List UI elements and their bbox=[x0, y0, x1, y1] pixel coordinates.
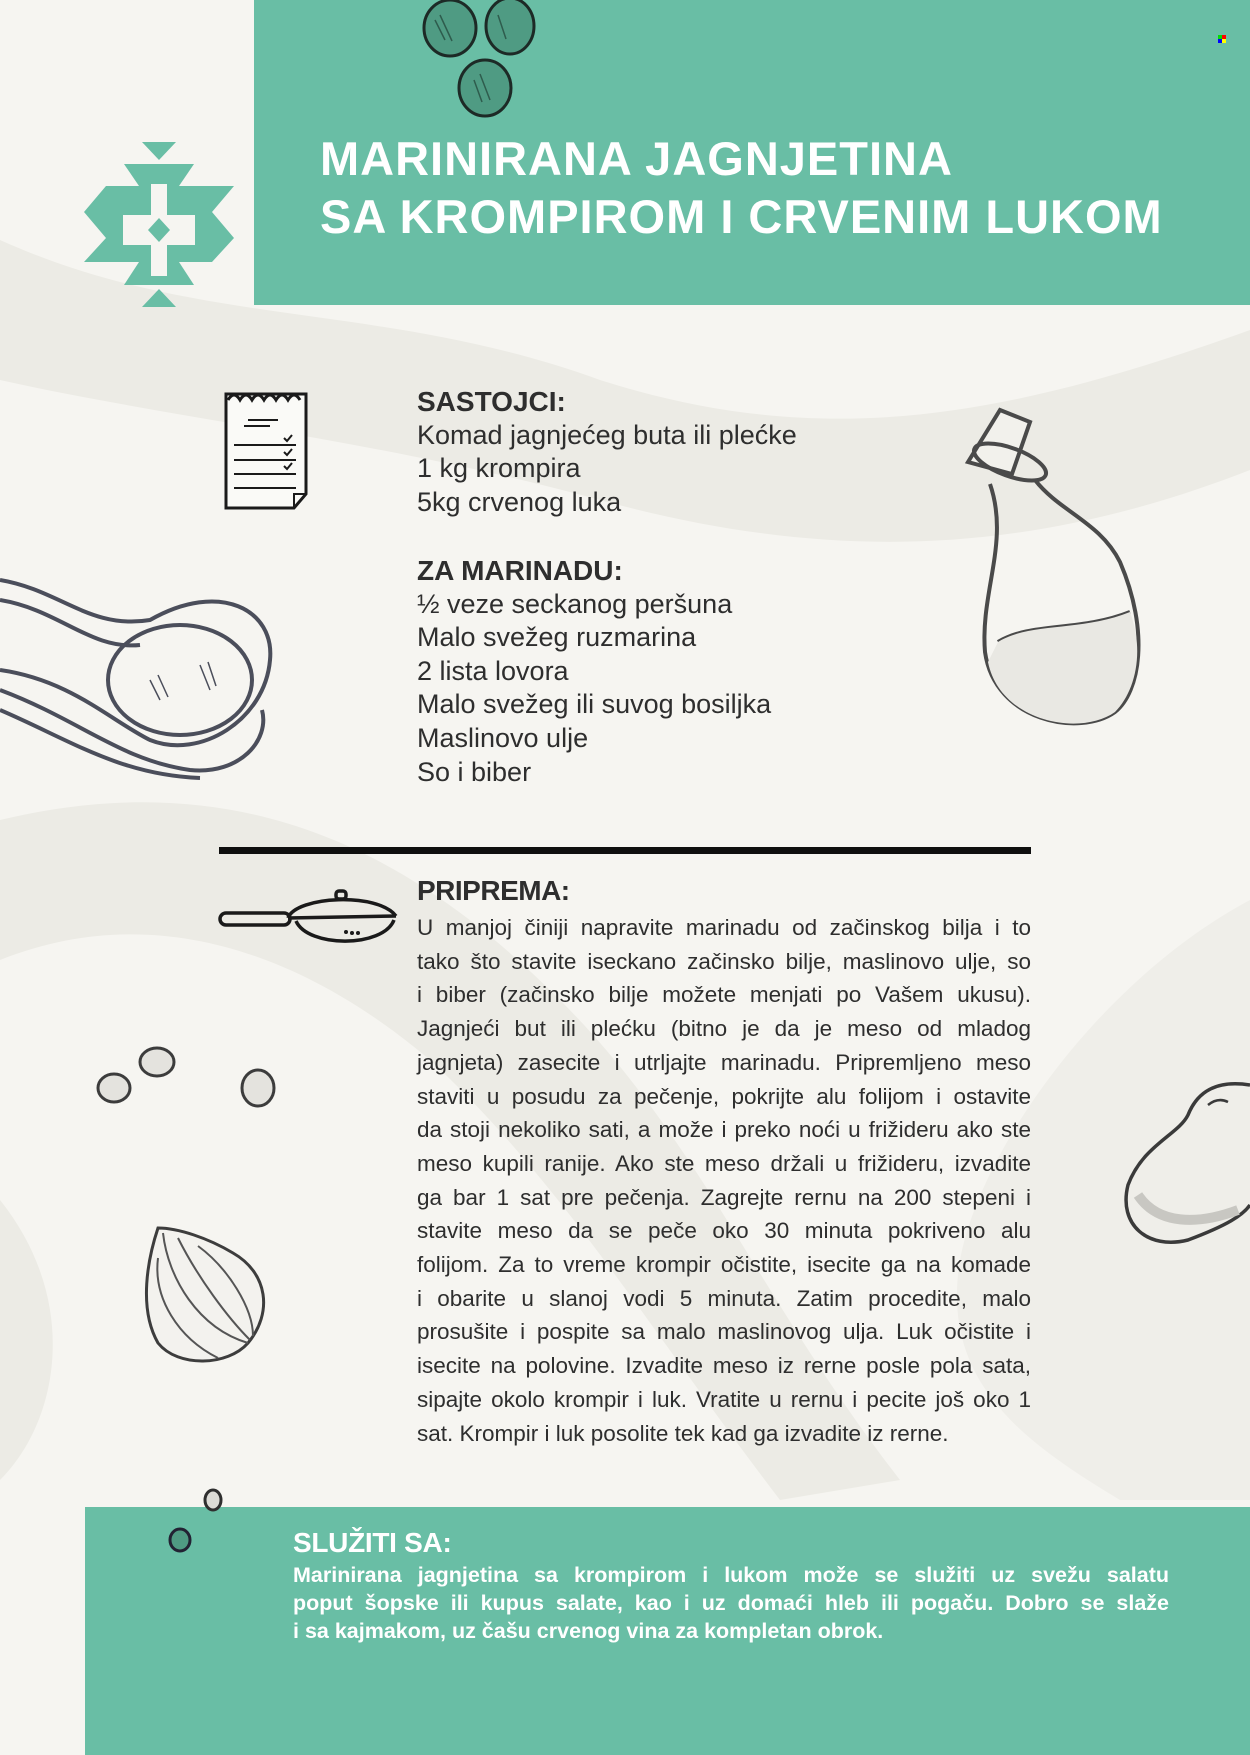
preparation-line: U manjoj činiji napravite marinadu od začinskog bilja i to bbox=[417, 915, 1031, 940]
checklist-notepad-icon bbox=[222, 390, 310, 510]
preparation-line: stavite meso da se peče oko 30 minuta pokriveno alu bbox=[417, 1218, 1031, 1244]
marinade-item: Malo svežeg ruzmarina bbox=[417, 622, 697, 653]
serve-line: i sa kajmakom, uz čašu crvenog vina za kompletan obrok. bbox=[293, 1619, 884, 1643]
ingredients-section bbox=[417, 385, 797, 519]
preparation-line: ga bar 1 sat pre pečenja. Zagrejte rernu na 200 stepeni i bbox=[417, 1184, 1031, 1210]
preparation-line: i obarite u slanoj vodi 5 minuta. Zatim procedite, malo bbox=[417, 1285, 1031, 1311]
preparation-line: prosušite i pospite sa malo maslinovog ulja. Luk očistite i bbox=[417, 1319, 1031, 1345]
preparation-line: sipajte okolo krompir i luk. Vratite u rernu i pecite još oko 1 bbox=[417, 1386, 1031, 1412]
ingredient-item: 1 kg krompira bbox=[417, 453, 581, 484]
ingredients-heading: SASTOJCI: bbox=[417, 386, 566, 417]
page-title bbox=[320, 130, 1163, 246]
oil-bottle-icon bbox=[940, 392, 1155, 742]
serve-line: poput šopske ili kupus salate, kao i uz domaći hleb ili pogaču. Dobro se slaže bbox=[293, 1591, 1169, 1615]
preparation-line: da stoji nekoliko sati, a može i preko noći u frižideru ako ste bbox=[417, 1117, 1031, 1143]
preparation-line: folijom. Za to vreme krompir očistite, isecite ga na komade bbox=[417, 1252, 1031, 1278]
preparation-line: Jagnjeći but ili plećku (bitno je da je meso od mladog bbox=[417, 1016, 1031, 1042]
preparation-line: isecite na polovine. Izvadite meso iz rerne posle pola sata, bbox=[417, 1353, 1031, 1379]
serve-line: Marinirana jagnjetina sa krompirom i lukom može se služiti uz svežu salatu bbox=[293, 1563, 1169, 1587]
preparation-line: i biber (začinsko bilje možete menjati po Vašem ukusu). bbox=[417, 982, 1031, 1008]
marinade-item: Malo svežeg ili suvog bosiljka bbox=[417, 689, 772, 720]
serve-heading: SLUŽITI SA: bbox=[293, 1527, 452, 1558]
preparation-line: jagnjeta) zasecite i utrljajte marinadu. Pripremljeno meso bbox=[417, 1049, 1031, 1075]
marinade-item: ½ veze seckanog peršuna bbox=[417, 588, 733, 619]
onion-icon bbox=[138, 1218, 273, 1368]
seed-icon bbox=[160, 1488, 230, 1558]
folk-ornament-icon bbox=[84, 142, 234, 307]
ingredient-item: Komad jagnjećeg buta ili plećke bbox=[417, 419, 797, 450]
preparation-line: staviti u posudu za pečenje, pokrijte alu folijom i ostavite bbox=[417, 1083, 1031, 1109]
peppercorns-icon bbox=[92, 1042, 282, 1112]
preparation-line: tako što stavite iseckano začinsko bilje, maslinovo ulje, so bbox=[417, 948, 1031, 974]
title-line-1: MARINIRANA JAGNJETINA bbox=[320, 132, 953, 185]
section-divider bbox=[219, 847, 1031, 854]
marinade-heading: ZA MARINADU: bbox=[417, 555, 623, 586]
marinade-item: 2 lista lovora bbox=[417, 655, 569, 686]
frying-pan-icon bbox=[218, 888, 398, 950]
preparation-text bbox=[417, 911, 1031, 1450]
marinade-section bbox=[417, 554, 771, 789]
marinade-item: So i biber bbox=[417, 756, 532, 787]
preparation-line: meso kupili ranije. Ako ste meso držali u frižideru, izvadite bbox=[417, 1150, 1031, 1176]
marinade-item: Maslinovo ulje bbox=[417, 722, 589, 753]
potato-icon bbox=[1118, 1075, 1250, 1250]
color-pixel-marker bbox=[1218, 35, 1226, 43]
serve-text bbox=[293, 1561, 1169, 1645]
measuring-spoons-icon bbox=[0, 570, 280, 780]
preparation-heading: PRIPREMA: bbox=[417, 875, 570, 906]
preparation-line: sat. Krompir i luk posolite tek kad ga izvadite iz rerne. bbox=[417, 1420, 949, 1446]
hops-illustration-icon bbox=[410, 0, 560, 120]
ingredient-item: 5kg crvenog luka bbox=[417, 486, 622, 517]
title-line-2: SA KROMPIROM I CRVENIM LUKOM bbox=[320, 190, 1163, 243]
